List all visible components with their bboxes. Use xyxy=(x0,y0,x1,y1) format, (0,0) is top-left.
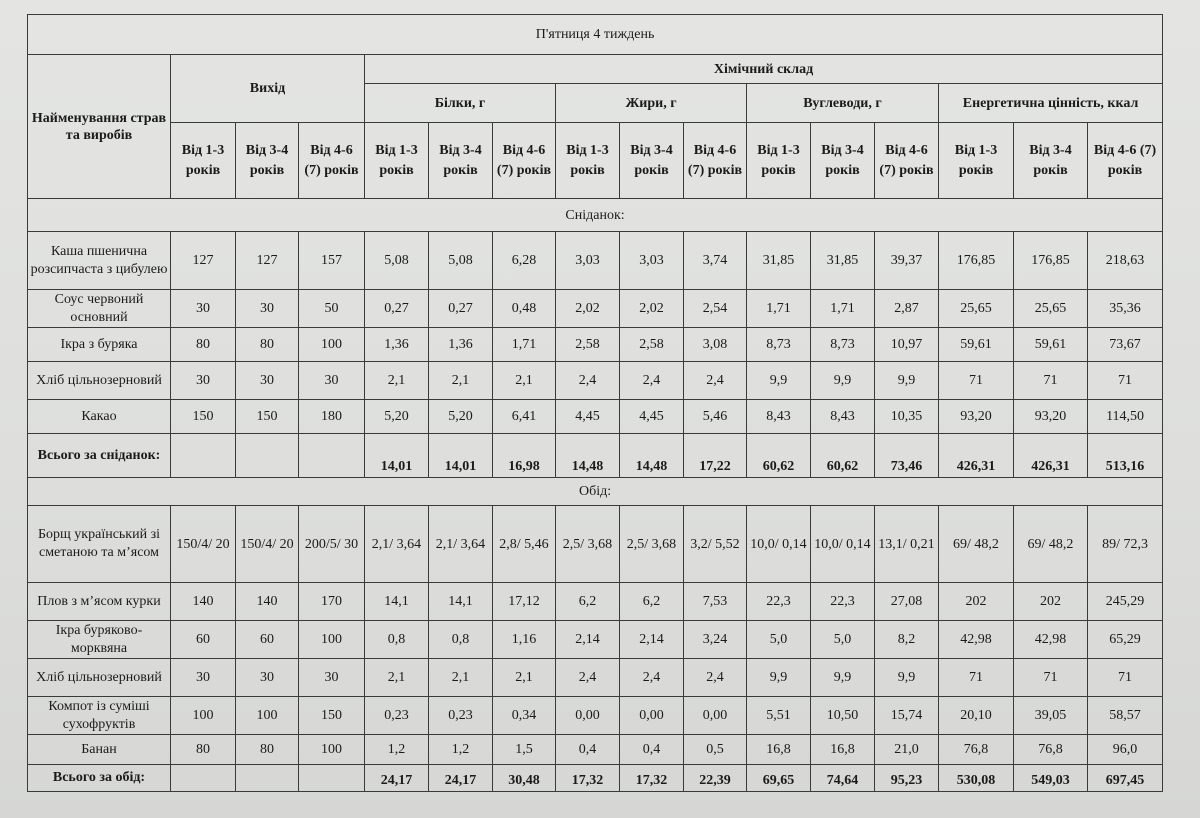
value-cell: 0,00 xyxy=(684,697,747,735)
value-cell: 2,4 xyxy=(620,659,684,697)
value-cell: 80 xyxy=(236,328,299,362)
value-cell: 180 xyxy=(299,400,365,434)
header-age-4-6: Від 4-6 (7) років xyxy=(875,123,939,199)
value-cell: 170 xyxy=(299,583,365,621)
value-cell: 5,46 xyxy=(684,400,747,434)
value-cell: 2,02 xyxy=(620,290,684,328)
value-cell: 69,65 xyxy=(747,765,811,792)
value-cell: 17,32 xyxy=(620,765,684,792)
table-row xyxy=(28,506,1163,583)
value-cell: 14,48 xyxy=(556,434,620,478)
value-cell: 69/ 48,2 xyxy=(1014,506,1088,583)
value-cell: 60,62 xyxy=(811,434,875,478)
value-cell: 2,14 xyxy=(556,621,620,659)
value-cell: 2,1/ 3,64 xyxy=(429,506,493,583)
value-cell: 0,23 xyxy=(429,697,493,735)
value-cell: 513,16 xyxy=(1088,434,1163,478)
value-cell: 13,1/ 0,21 xyxy=(875,506,939,583)
value-cell: 3,03 xyxy=(620,232,684,290)
value-cell: 76,8 xyxy=(939,735,1014,765)
total-row xyxy=(28,765,1163,792)
value-cell: 24,17 xyxy=(365,765,429,792)
value-cell: 31,85 xyxy=(811,232,875,290)
dish-name: Хліб цільнозерновий xyxy=(28,659,171,697)
value-cell: 0,34 xyxy=(493,697,556,735)
value-cell: 16,8 xyxy=(811,735,875,765)
value-cell: 150 xyxy=(236,400,299,434)
value-cell: 93,20 xyxy=(1014,400,1088,434)
value-cell: 14,1 xyxy=(429,583,493,621)
value-cell: 80 xyxy=(171,328,236,362)
value-cell: 2,1/ 3,64 xyxy=(365,506,429,583)
table-row xyxy=(28,290,1163,328)
value-cell: 0,48 xyxy=(493,290,556,328)
table-row xyxy=(28,659,1163,697)
value-cell: 2,4 xyxy=(684,659,747,697)
value-cell: 71 xyxy=(1088,659,1163,697)
value-cell: 8,43 xyxy=(811,400,875,434)
value-cell: 59,61 xyxy=(1014,328,1088,362)
value-cell: 42,98 xyxy=(1014,621,1088,659)
value-cell: 0,4 xyxy=(556,735,620,765)
dish-name: Компот із суміші сухофруктів xyxy=(28,697,171,735)
value-cell: 0,00 xyxy=(556,697,620,735)
table-row xyxy=(28,621,1163,659)
value-cell: 10,0/ 0,14 xyxy=(747,506,811,583)
value-cell: 245,29 xyxy=(1088,583,1163,621)
value-cell: 30 xyxy=(299,659,365,697)
table-row xyxy=(28,583,1163,621)
value-cell: 1,16 xyxy=(493,621,556,659)
value-cell: 39,05 xyxy=(1014,697,1088,735)
value-cell: 2,14 xyxy=(620,621,684,659)
value-cell: 150 xyxy=(299,697,365,735)
value-cell: 100 xyxy=(299,735,365,765)
nutrition-table xyxy=(27,14,1163,792)
value-cell: 9,9 xyxy=(811,362,875,400)
value-cell: 65,29 xyxy=(1088,621,1163,659)
header-age-1-3: Від 1-3 років xyxy=(556,123,620,199)
value-cell: 5,08 xyxy=(429,232,493,290)
value-cell: 17,22 xyxy=(684,434,747,478)
value-cell: 100 xyxy=(299,328,365,362)
value-cell: 2,5/ 3,68 xyxy=(620,506,684,583)
value-cell: 30 xyxy=(171,362,236,400)
value-cell: 426,31 xyxy=(939,434,1014,478)
value-cell: 100 xyxy=(299,621,365,659)
dish-name: Ікра буряково-морквяна xyxy=(28,621,171,659)
value-cell: 5,0 xyxy=(811,621,875,659)
value-cell: 10,0/ 0,14 xyxy=(811,506,875,583)
value-cell: 6,28 xyxy=(493,232,556,290)
value-cell: 10,35 xyxy=(875,400,939,434)
value-cell: 9,9 xyxy=(875,362,939,400)
value-cell: 73,67 xyxy=(1088,328,1163,362)
value-cell: 30 xyxy=(171,290,236,328)
dish-name: Банан xyxy=(28,735,171,765)
value-cell: 2,58 xyxy=(620,328,684,362)
value-cell: 5,20 xyxy=(429,400,493,434)
value-cell: 0,27 xyxy=(365,290,429,328)
value-cell: 0,23 xyxy=(365,697,429,735)
value-cell: 157 xyxy=(299,232,365,290)
value-cell: 1,36 xyxy=(429,328,493,362)
value-cell: 140 xyxy=(171,583,236,621)
header-age-3-4: Від 3-4 років xyxy=(429,123,493,199)
value-cell: 6,41 xyxy=(493,400,556,434)
value-cell: 69/ 48,2 xyxy=(939,506,1014,583)
value-cell: 22,39 xyxy=(684,765,747,792)
value-cell: 14,01 xyxy=(365,434,429,478)
value-cell: 89/ 72,3 xyxy=(1088,506,1163,583)
header-age-3-4: Від 3-4 років xyxy=(620,123,684,199)
table-row xyxy=(28,362,1163,400)
value-cell: 530,08 xyxy=(939,765,1014,792)
lunch-section-title: Обід: xyxy=(28,478,1163,506)
value-cell: 549,03 xyxy=(1014,765,1088,792)
value-cell: 127 xyxy=(236,232,299,290)
value-cell: 2,87 xyxy=(875,290,939,328)
value-cell: 71 xyxy=(1088,362,1163,400)
value-cell: 30 xyxy=(236,659,299,697)
value-cell: 0,8 xyxy=(429,621,493,659)
value-cell: 2,54 xyxy=(684,290,747,328)
value-cell: 0,4 xyxy=(620,735,684,765)
value-cell: 2,4 xyxy=(684,362,747,400)
value-cell: 5,20 xyxy=(365,400,429,434)
value-cell: 2,1 xyxy=(365,362,429,400)
value-cell: 9,9 xyxy=(747,362,811,400)
value-cell xyxy=(236,765,299,792)
value-cell: 4,45 xyxy=(620,400,684,434)
value-cell: 200/5/ 30 xyxy=(299,506,365,583)
table-row xyxy=(28,400,1163,434)
value-cell: 426,31 xyxy=(1014,434,1088,478)
value-cell: 25,65 xyxy=(1014,290,1088,328)
value-cell: 30 xyxy=(236,362,299,400)
value-cell: 27,08 xyxy=(875,583,939,621)
total-row xyxy=(28,434,1163,478)
dish-name: Каша пшенична розсипчаста з цибулею xyxy=(28,232,171,290)
value-cell: 202 xyxy=(939,583,1014,621)
value-cell: 176,85 xyxy=(939,232,1014,290)
value-cell: 60 xyxy=(171,621,236,659)
value-cell: 71 xyxy=(939,659,1014,697)
value-cell: 71 xyxy=(1014,362,1088,400)
value-cell: 22,3 xyxy=(747,583,811,621)
value-cell: 2,4 xyxy=(620,362,684,400)
value-cell: 17,32 xyxy=(556,765,620,792)
value-cell: 3,74 xyxy=(684,232,747,290)
value-cell: 2,4 xyxy=(556,362,620,400)
value-cell: 150/4/ 20 xyxy=(171,506,236,583)
value-cell: 9,9 xyxy=(747,659,811,697)
value-cell: 697,45 xyxy=(1088,765,1163,792)
header-chemical: Хімічний склад xyxy=(365,55,1163,84)
value-cell: 71 xyxy=(1014,659,1088,697)
value-cell: 5,08 xyxy=(365,232,429,290)
value-cell: 6,2 xyxy=(556,583,620,621)
value-cell: 100 xyxy=(236,697,299,735)
header-age-1-3: Від 1-3 років xyxy=(171,123,236,199)
value-cell: 1,71 xyxy=(493,328,556,362)
value-cell: 9,9 xyxy=(811,659,875,697)
value-cell xyxy=(236,434,299,478)
value-cell: 4,45 xyxy=(556,400,620,434)
value-cell xyxy=(171,765,236,792)
value-cell: 100 xyxy=(171,697,236,735)
value-cell: 17,12 xyxy=(493,583,556,621)
value-cell: 2,4 xyxy=(556,659,620,697)
breakfast-section-title: Сніданок: xyxy=(28,199,1163,232)
value-cell: 80 xyxy=(236,735,299,765)
value-cell: 42,98 xyxy=(939,621,1014,659)
value-cell: 3,03 xyxy=(556,232,620,290)
value-cell: 1,36 xyxy=(365,328,429,362)
value-cell: 14,48 xyxy=(620,434,684,478)
value-cell: 20,10 xyxy=(939,697,1014,735)
header-age-3-4: Від 3-4 років xyxy=(811,123,875,199)
value-cell: 2,8/ 5,46 xyxy=(493,506,556,583)
value-cell: 50 xyxy=(299,290,365,328)
value-cell: 31,85 xyxy=(747,232,811,290)
lunch-section-row xyxy=(28,478,1163,506)
value-cell: 0,5 xyxy=(684,735,747,765)
value-cell: 22,3 xyxy=(811,583,875,621)
value-cell: 0,00 xyxy=(620,697,684,735)
value-cell: 1,2 xyxy=(365,735,429,765)
value-cell: 10,50 xyxy=(811,697,875,735)
value-cell: 24,17 xyxy=(429,765,493,792)
value-cell: 5,51 xyxy=(747,697,811,735)
value-cell: 58,57 xyxy=(1088,697,1163,735)
value-cell: 218,63 xyxy=(1088,232,1163,290)
value-cell: 9,9 xyxy=(875,659,939,697)
dish-name: Борщ український зі сметаною та м’ясом xyxy=(28,506,171,583)
value-cell: 114,50 xyxy=(1088,400,1163,434)
dish-name: Какао xyxy=(28,400,171,434)
value-cell: 35,36 xyxy=(1088,290,1163,328)
value-cell: 0,27 xyxy=(429,290,493,328)
value-cell: 1,71 xyxy=(747,290,811,328)
value-cell: 2,1 xyxy=(493,362,556,400)
value-cell: 140 xyxy=(236,583,299,621)
value-cell: 8,73 xyxy=(811,328,875,362)
header-age-1-3: Від 1-3 років xyxy=(365,123,429,199)
value-cell: 30 xyxy=(171,659,236,697)
dish-name: Соус червоний основний xyxy=(28,290,171,328)
value-cell: 14,1 xyxy=(365,583,429,621)
value-cell: 202 xyxy=(1014,583,1088,621)
value-cell: 96,0 xyxy=(1088,735,1163,765)
value-cell: 2,58 xyxy=(556,328,620,362)
value-cell: 15,74 xyxy=(875,697,939,735)
value-cell: 8,43 xyxy=(747,400,811,434)
header-age-4-6: Від 4-6 (7) років xyxy=(1088,123,1163,199)
value-cell: 3,2/ 5,52 xyxy=(684,506,747,583)
total-label: Всього за сніданок: xyxy=(28,434,171,478)
table-title: П'ятниця 4 тиждень xyxy=(28,15,1163,55)
value-cell: 6,2 xyxy=(620,583,684,621)
value-cell: 150 xyxy=(171,400,236,434)
value-cell: 5,0 xyxy=(747,621,811,659)
value-cell: 21,0 xyxy=(875,735,939,765)
value-cell: 16,8 xyxy=(747,735,811,765)
value-cell: 7,53 xyxy=(684,583,747,621)
header-proteins: Білки, г xyxy=(365,84,556,123)
value-cell: 2,1 xyxy=(429,659,493,697)
table-row xyxy=(28,697,1163,735)
value-cell: 74,64 xyxy=(811,765,875,792)
value-cell: 60,62 xyxy=(747,434,811,478)
header-age-1-3: Від 1-3 років xyxy=(747,123,811,199)
value-cell: 3,24 xyxy=(684,621,747,659)
value-cell: 2,1 xyxy=(429,362,493,400)
value-cell: 0,8 xyxy=(365,621,429,659)
value-cell: 80 xyxy=(171,735,236,765)
value-cell: 10,97 xyxy=(875,328,939,362)
value-cell: 71 xyxy=(939,362,1014,400)
value-cell: 1,5 xyxy=(493,735,556,765)
header-age-3-4: Від 3-4 років xyxy=(1014,123,1088,199)
value-cell: 60 xyxy=(236,621,299,659)
header-age-4-6: Від 4-6 (7) років xyxy=(299,123,365,199)
table-row xyxy=(28,735,1163,765)
value-cell: 30 xyxy=(299,362,365,400)
header-age-3-4: Від 3-4 років xyxy=(236,123,299,199)
value-cell: 95,23 xyxy=(875,765,939,792)
value-cell: 73,46 xyxy=(875,434,939,478)
value-cell: 59,61 xyxy=(939,328,1014,362)
breakfast-section-row xyxy=(28,199,1163,232)
header-fats: Жири, г xyxy=(556,84,747,123)
value-cell: 2,1 xyxy=(365,659,429,697)
value-cell: 1,71 xyxy=(811,290,875,328)
header-carbs: Вуглеводи, г xyxy=(747,84,939,123)
value-cell: 2,02 xyxy=(556,290,620,328)
value-cell: 25,65 xyxy=(939,290,1014,328)
header-energy: Енергетична цінність, ккал xyxy=(939,84,1163,123)
header-dish-name: Найменування страв та виробів xyxy=(28,55,171,199)
value-cell: 150/4/ 20 xyxy=(236,506,299,583)
dish-name: Плов з м’ясом курки xyxy=(28,583,171,621)
value-cell: 2,5/ 3,68 xyxy=(556,506,620,583)
value-cell xyxy=(299,765,365,792)
value-cell: 76,8 xyxy=(1014,735,1088,765)
value-cell: 127 xyxy=(171,232,236,290)
header-output: Вихід xyxy=(171,55,365,123)
value-cell xyxy=(299,434,365,478)
header-age-4-6: Від 4-6 (7) років xyxy=(684,123,747,199)
value-cell: 16,98 xyxy=(493,434,556,478)
value-cell: 3,08 xyxy=(684,328,747,362)
value-cell: 176,85 xyxy=(1014,232,1088,290)
value-cell: 8,73 xyxy=(747,328,811,362)
value-cell: 14,01 xyxy=(429,434,493,478)
value-cell: 93,20 xyxy=(939,400,1014,434)
header-age-4-6: Від 4-6 (7) років xyxy=(493,123,556,199)
dish-name: Ікра з буряка xyxy=(28,328,171,362)
dish-name: Хліб цільнозерновий xyxy=(28,362,171,400)
value-cell: 30 xyxy=(236,290,299,328)
table-row xyxy=(28,232,1163,290)
value-cell: 2,1 xyxy=(493,659,556,697)
value-cell: 39,37 xyxy=(875,232,939,290)
total-label: Всього за обід: xyxy=(28,765,171,792)
value-cell: 8,2 xyxy=(875,621,939,659)
value-cell xyxy=(171,434,236,478)
header-age-1-3: Від 1-3 років xyxy=(939,123,1014,199)
value-cell: 30,48 xyxy=(493,765,556,792)
table-row xyxy=(28,328,1163,362)
value-cell: 1,2 xyxy=(429,735,493,765)
